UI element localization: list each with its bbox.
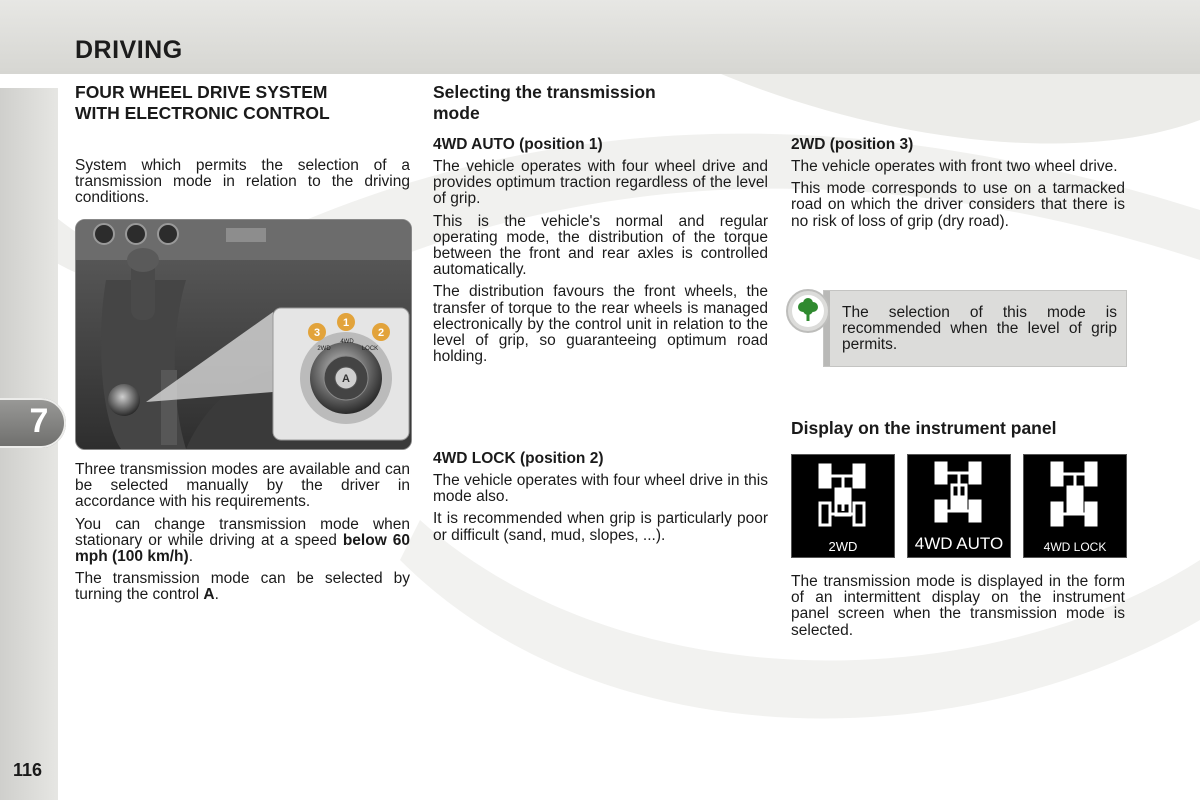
page-number: 116: [13, 760, 43, 780]
auto-section: [433, 136, 768, 371]
auto-title: 4WD AUTO (position 1): [433, 136, 603, 153]
transmission-control-photo: [75, 219, 412, 450]
display-body: [791, 574, 1125, 645]
selecting-title-line2: mode: [433, 103, 480, 123]
recommendation-note: [823, 290, 1127, 367]
left-intro: [75, 158, 410, 213]
note-text: The selection of this mode is recommended when the level of grip permits.: [842, 304, 1117, 354]
ring-label-2wd: 2WD: [317, 346, 331, 352]
auto-paragraph-1: The vehicle operates with four wheel drive and provides optimum traction regardless of the level of grip.: [433, 158, 768, 208]
section-title-line1: FOUR WHEEL DRIVE SYSTEM: [75, 82, 328, 102]
4wd-lock-display-icon: [1023, 454, 1127, 558]
left-heading: [75, 82, 410, 124]
lock-title: 4WD LOCK (position 2): [433, 450, 604, 467]
control-paragraph: The transmission mode can be selected by turning the control A.: [75, 570, 410, 604]
4wd-lock-icon-label: 4WD LOCK: [1043, 540, 1107, 554]
page-title: DRIVING: [75, 36, 183, 64]
ring-label-lock: LOCK: [361, 346, 379, 352]
auto-paragraph-3: The distribution favours the front wheels, the transfer of torque to the rear wheels is managed electronically by the control unit in relation to the level of grip, so guaranteeing optimum road holding.: [433, 283, 768, 366]
2wd-display-icon: [791, 454, 895, 558]
intro-paragraph: System which permits the selection of a transmission mode in relation to the driving conditions.: [75, 157, 410, 207]
lock-section: [433, 450, 768, 550]
section-title-line2: WITH ELECTRONIC CONTROL: [75, 103, 330, 123]
speed-paragraph: You can change transmission mode when stationary or while driving at a speed below 60 mph (100 km/h).: [75, 515, 410, 566]
chapter-number: 7: [29, 402, 49, 440]
tree-icon: [786, 289, 830, 333]
display-paragraph: The transmission mode is displayed in the form of an intermittent display on the instrument panel screen when the transmission mode is selected.: [791, 573, 1125, 639]
lock-paragraph-1: The vehicle operates with four wheel drive in this mode also.: [433, 472, 768, 506]
middle-heading: [433, 82, 768, 124]
ring-label-4wd: 4WD: [340, 339, 354, 345]
twowd-paragraph-2: This mode corresponds to use on a tarmacked road on which the driver considers that there is no risk of loss of grip (dry road).: [791, 180, 1125, 230]
modes-paragraph: Three transmission modes are available and can be selected manually by the driver in accordance with his requirements.: [75, 461, 410, 511]
knob-label-1: 1: [342, 317, 350, 329]
speed-limit-bold: below 60 mph (100 km/h): [75, 531, 410, 566]
twowd-title: 2WD (position 3): [791, 136, 914, 153]
lock-paragraph-2: It is recommended when grip is particularly poor or difficult (sand, mud, slopes, ...).: [433, 510, 768, 544]
auto-paragraph-2: This is the vehicle's normal and regular operating mode, the distribution of the torque between the front and rear axles is controlled automatically.: [433, 212, 768, 279]
display-title: Display on the instrument panel: [791, 418, 1057, 438]
left-body: [75, 462, 410, 610]
4wd-auto-icon-label: 4WD AUTO: [914, 534, 1004, 553]
page-header: [0, 0, 1200, 74]
4wd-auto-display-icon: [907, 454, 1011, 558]
control-a-bold: A: [203, 586, 215, 604]
2wd-icon-label: 2WD: [828, 539, 858, 554]
display-heading: [791, 418, 1131, 439]
twowd-section: [791, 136, 1125, 236]
control-a-label: A: [342, 373, 350, 385]
selecting-title-line1: Selecting the transmission: [433, 82, 656, 102]
knob-label-2: 2: [377, 327, 385, 339]
knob-label-3: 3: [313, 327, 321, 339]
twowd-paragraph-1: The vehicle operates with front two wheel drive.: [791, 158, 1118, 175]
